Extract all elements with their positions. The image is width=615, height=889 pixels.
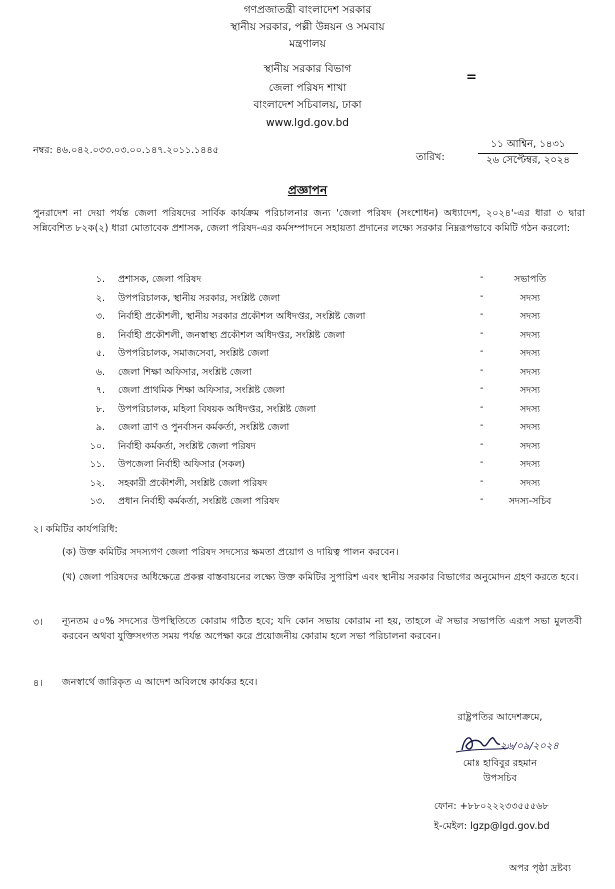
committee-number: ১৩. bbox=[89, 496, 105, 507]
header-ministry-line: স্থানীয় সরকার, পল্লী উন্নয়ন ও সমবায় bbox=[230, 21, 385, 33]
date-box bbox=[472, 138, 584, 168]
committee-dash: - bbox=[480, 383, 484, 394]
section-2-item-b: (খ) জেলা পরিষদের অধিক্ষেত্রে প্রকল্প বাস্তবায়নের লক্ষ্যে উক্ত কমিটির সুপারিশ এবং স্থানীয় সরকার বিভাগের অনুমোদন গ্রহণ করতে হবে। bbox=[62, 572, 579, 583]
committee-row bbox=[0, 365, 615, 383]
committee-member-name: উপপরিচালক, স্থানীয় সরকার, সংশ্লিষ্ট জেলা bbox=[118, 292, 281, 304]
committee-role: সদস্য bbox=[519, 329, 541, 341]
committee-dash: - bbox=[480, 309, 484, 320]
section-2-heading: ২। কমিটির কার্যপরিধি: bbox=[33, 524, 118, 535]
committee-dash: - bbox=[480, 364, 484, 376]
committee-role: সদস্য bbox=[519, 311, 541, 322]
committee-row bbox=[0, 420, 615, 438]
committee-dash: - bbox=[480, 401, 484, 413]
signatory-designation: উপসচিব bbox=[483, 773, 517, 784]
signatory-phone: ফোন: +৮৮০২২২৩৩৫৫৫৬৮ bbox=[434, 801, 549, 812]
committee-member-name: উপপরিচালক, মহিলা বিষয়ক অধিদপ্তর, সংশ্লিষ্ট জেলা bbox=[118, 403, 317, 415]
committee-member-name: জেলা শিক্ষা অফিসার, সংশ্লিষ্ট জেলা bbox=[118, 366, 252, 378]
header-ministry-word: মন্ত্রণালয় bbox=[289, 38, 326, 50]
committee-row bbox=[0, 291, 615, 309]
section-3-number: ৩। bbox=[33, 617, 43, 628]
committee-dash: - bbox=[480, 346, 484, 357]
committee-role: সদস্য bbox=[519, 440, 541, 452]
date-bangla: ১১ আশ্বিন, ১৪৩১ bbox=[490, 139, 566, 150]
committee-number: ৪. bbox=[95, 329, 105, 341]
memo-number: নম্বর: ৪৬.০৪২.০৩৩.০৩.০০.১৪৭.২০১১.১৪৪৫ bbox=[33, 145, 219, 156]
handwritten-date: ২৬/০৯/২০২৪ bbox=[500, 741, 559, 752]
committee-role: সদস্য bbox=[519, 348, 541, 359]
committee-dash: - bbox=[480, 494, 484, 505]
section-3-text: ন্যূনতম ৫০% সদস্যের উপস্থিতিতে কোরাম গঠিত হবে; যদি কোন সভায় কোরাম না হয়, তাহলে ঐ সভার সভাপতি এরূপ সভা মুলতবী করবেন অথবা যুক্তিসংগত সময় পর্যন্ত অপেক্ষা করে প্রয়োজনীয় কোরাম হলে সভা পরিচালনা করবেন। bbox=[62, 616, 582, 642]
committee-member-name: সহকারী প্রকৌশলী, সংশ্লিষ্ট জেলা পরিষদ bbox=[118, 477, 268, 489]
committee-row bbox=[0, 476, 615, 494]
header-division: স্থানীয় সরকার বিভাগ bbox=[263, 63, 352, 75]
section-4-number: ৪। bbox=[33, 678, 43, 689]
committee-dash: - bbox=[480, 327, 484, 339]
committee-number: ৬. bbox=[95, 366, 105, 378]
committee-member-name: জেলা ত্রাণ ও পুনর্বাসন কর্মকর্তা, সংশ্লিষ্ট জেলা bbox=[118, 422, 290, 433]
committee-number: ৯. bbox=[95, 422, 105, 433]
committee-member-name: প্রধান নির্বাহী কর্মকর্তা, সংশ্লিষ্ট জেলা পরিষদ bbox=[118, 496, 280, 507]
committee-dash: - bbox=[480, 475, 484, 487]
committee-dash: - bbox=[480, 272, 484, 283]
committee-member-name: উপপরিচালক, সমাজসেবা, সংশ্লিষ্ট জেলা bbox=[118, 348, 270, 359]
committee-row bbox=[0, 457, 615, 475]
committee-member-name: উপজেলা নির্বাহী অফিসার (সকল) bbox=[118, 459, 246, 470]
committee-number: ১০. bbox=[89, 440, 105, 452]
date-gregorian: ২৬ সেপ্টেম্বর, ২০২৪ bbox=[486, 155, 570, 166]
signatory-name: মোঃ হাবিবুর রহমান bbox=[463, 758, 537, 769]
section-2-item-a: (ক) উক্ত কমিটির সদস্যগণ জেলা পরিষদ সদস্যের ক্ষমতা প্রয়োগ ও দায়িত্ব পালন করবেন। bbox=[62, 547, 399, 558]
committee-role: সদস্য bbox=[519, 477, 541, 489]
committee-member-name: প্রশাসক, জেলা পরিষদ bbox=[118, 274, 202, 285]
committee-role: সদস্য bbox=[519, 366, 541, 378]
committee-role: সভাপতি bbox=[514, 274, 546, 285]
committee-number: ৮. bbox=[95, 403, 105, 415]
committee-role: সদস্য bbox=[519, 459, 541, 470]
committee-number: ৫. bbox=[95, 348, 105, 359]
committee-row bbox=[0, 439, 615, 457]
committee-number: ২. bbox=[95, 292, 105, 304]
committee-role: সদস্য bbox=[519, 403, 541, 415]
committee-row bbox=[0, 346, 615, 364]
committee-row bbox=[0, 402, 615, 420]
document-title: প্রজ্ঞাপন bbox=[287, 183, 328, 197]
committee-number: ১১. bbox=[89, 459, 105, 470]
header-website: www.lgd.gov.bd bbox=[266, 117, 349, 129]
header-branch: জেলা পরিষদ শাখা bbox=[268, 82, 347, 94]
continued-note: অপর পৃষ্ঠা দ্রষ্টব্য bbox=[509, 863, 571, 874]
header-secretariat: বাংলাদেশ সচিবালয়, ঢাকা bbox=[253, 99, 362, 111]
section-4-text: জনস্বার্থে জারিকৃত এ আদেশ অবিলম্বে কার্যকর হবে। bbox=[62, 677, 258, 688]
committee-role: সদস্য bbox=[519, 385, 541, 396]
committee-member-name: নির্বাহী প্রকৌশলী, স্থানীয় সরকার প্রকৌশল অধিদপ্তর, সংশ্লিষ্ট জেলা bbox=[118, 311, 366, 322]
committee-row bbox=[0, 383, 615, 401]
committee-member-name: নির্বাহী কর্মকর্তা, সংশ্লিষ্ট জেলা পরিষদ bbox=[118, 440, 256, 452]
committee-role: সদস্য bbox=[519, 422, 541, 433]
signatory-email: ই-মেইল: lgzp@lgd.gov.bd bbox=[434, 821, 550, 832]
committee-number: ১২. bbox=[89, 477, 105, 489]
committee-role: সদস্য bbox=[519, 292, 541, 304]
committee-dash: - bbox=[480, 438, 484, 450]
committee-dash: - bbox=[480, 420, 484, 431]
committee-row bbox=[0, 272, 615, 290]
committee-role: সদস্য-সচিব bbox=[508, 496, 552, 507]
committee-number: ৩. bbox=[95, 311, 105, 322]
committee-member-name: নির্বাহী প্রকৌশলী, জনস্বাস্থ্য প্রকৌশল অধিদপ্তর, সংশ্লিষ্ট জেলা bbox=[118, 329, 346, 341]
committee-row bbox=[0, 328, 615, 346]
committee-dash: - bbox=[480, 290, 484, 302]
committee-dash: - bbox=[480, 457, 484, 468]
committee-row bbox=[0, 309, 615, 327]
committee-member-name: জেলা প্রাথমিক শিক্ষা অফিসার, সংশ্লিষ্ট জেলা bbox=[118, 385, 285, 396]
date-label: তারিখ: bbox=[416, 152, 445, 163]
header-govt-line: গণপ্রজাতন্ত্রী বাংলাদেশ সরকার bbox=[243, 4, 372, 16]
committee-number: ১. bbox=[95, 274, 105, 285]
committee-number: ৭. bbox=[95, 385, 105, 396]
margin-mark: = bbox=[466, 70, 477, 85]
intro-paragraph: পুনরাদেশ না দেয়া পর্যন্ত জেলা পরিষদের সার্বিক কার্যক্রম পরিচালনার জন্য 'জেলা পরিষদ (সংশোধন) অধ্যাদেশ, ২০২৪'-এর ধারা ৩ দ্বারা সন্নিবেশিত ৮২ক(২) ধারা মোতাবেক প্রশাসক, জেলা পরিষদ-এর কর্মসম্পাদনে সহায়তা প্রদানের লক্ষ্যে সরকার নিম্নরূপভাবে কমিটি গঠন করলো: bbox=[33, 208, 585, 234]
order-line: রাষ্ট্রপতির আদেশক্রমে, bbox=[457, 712, 543, 723]
committee-row bbox=[0, 494, 615, 512]
